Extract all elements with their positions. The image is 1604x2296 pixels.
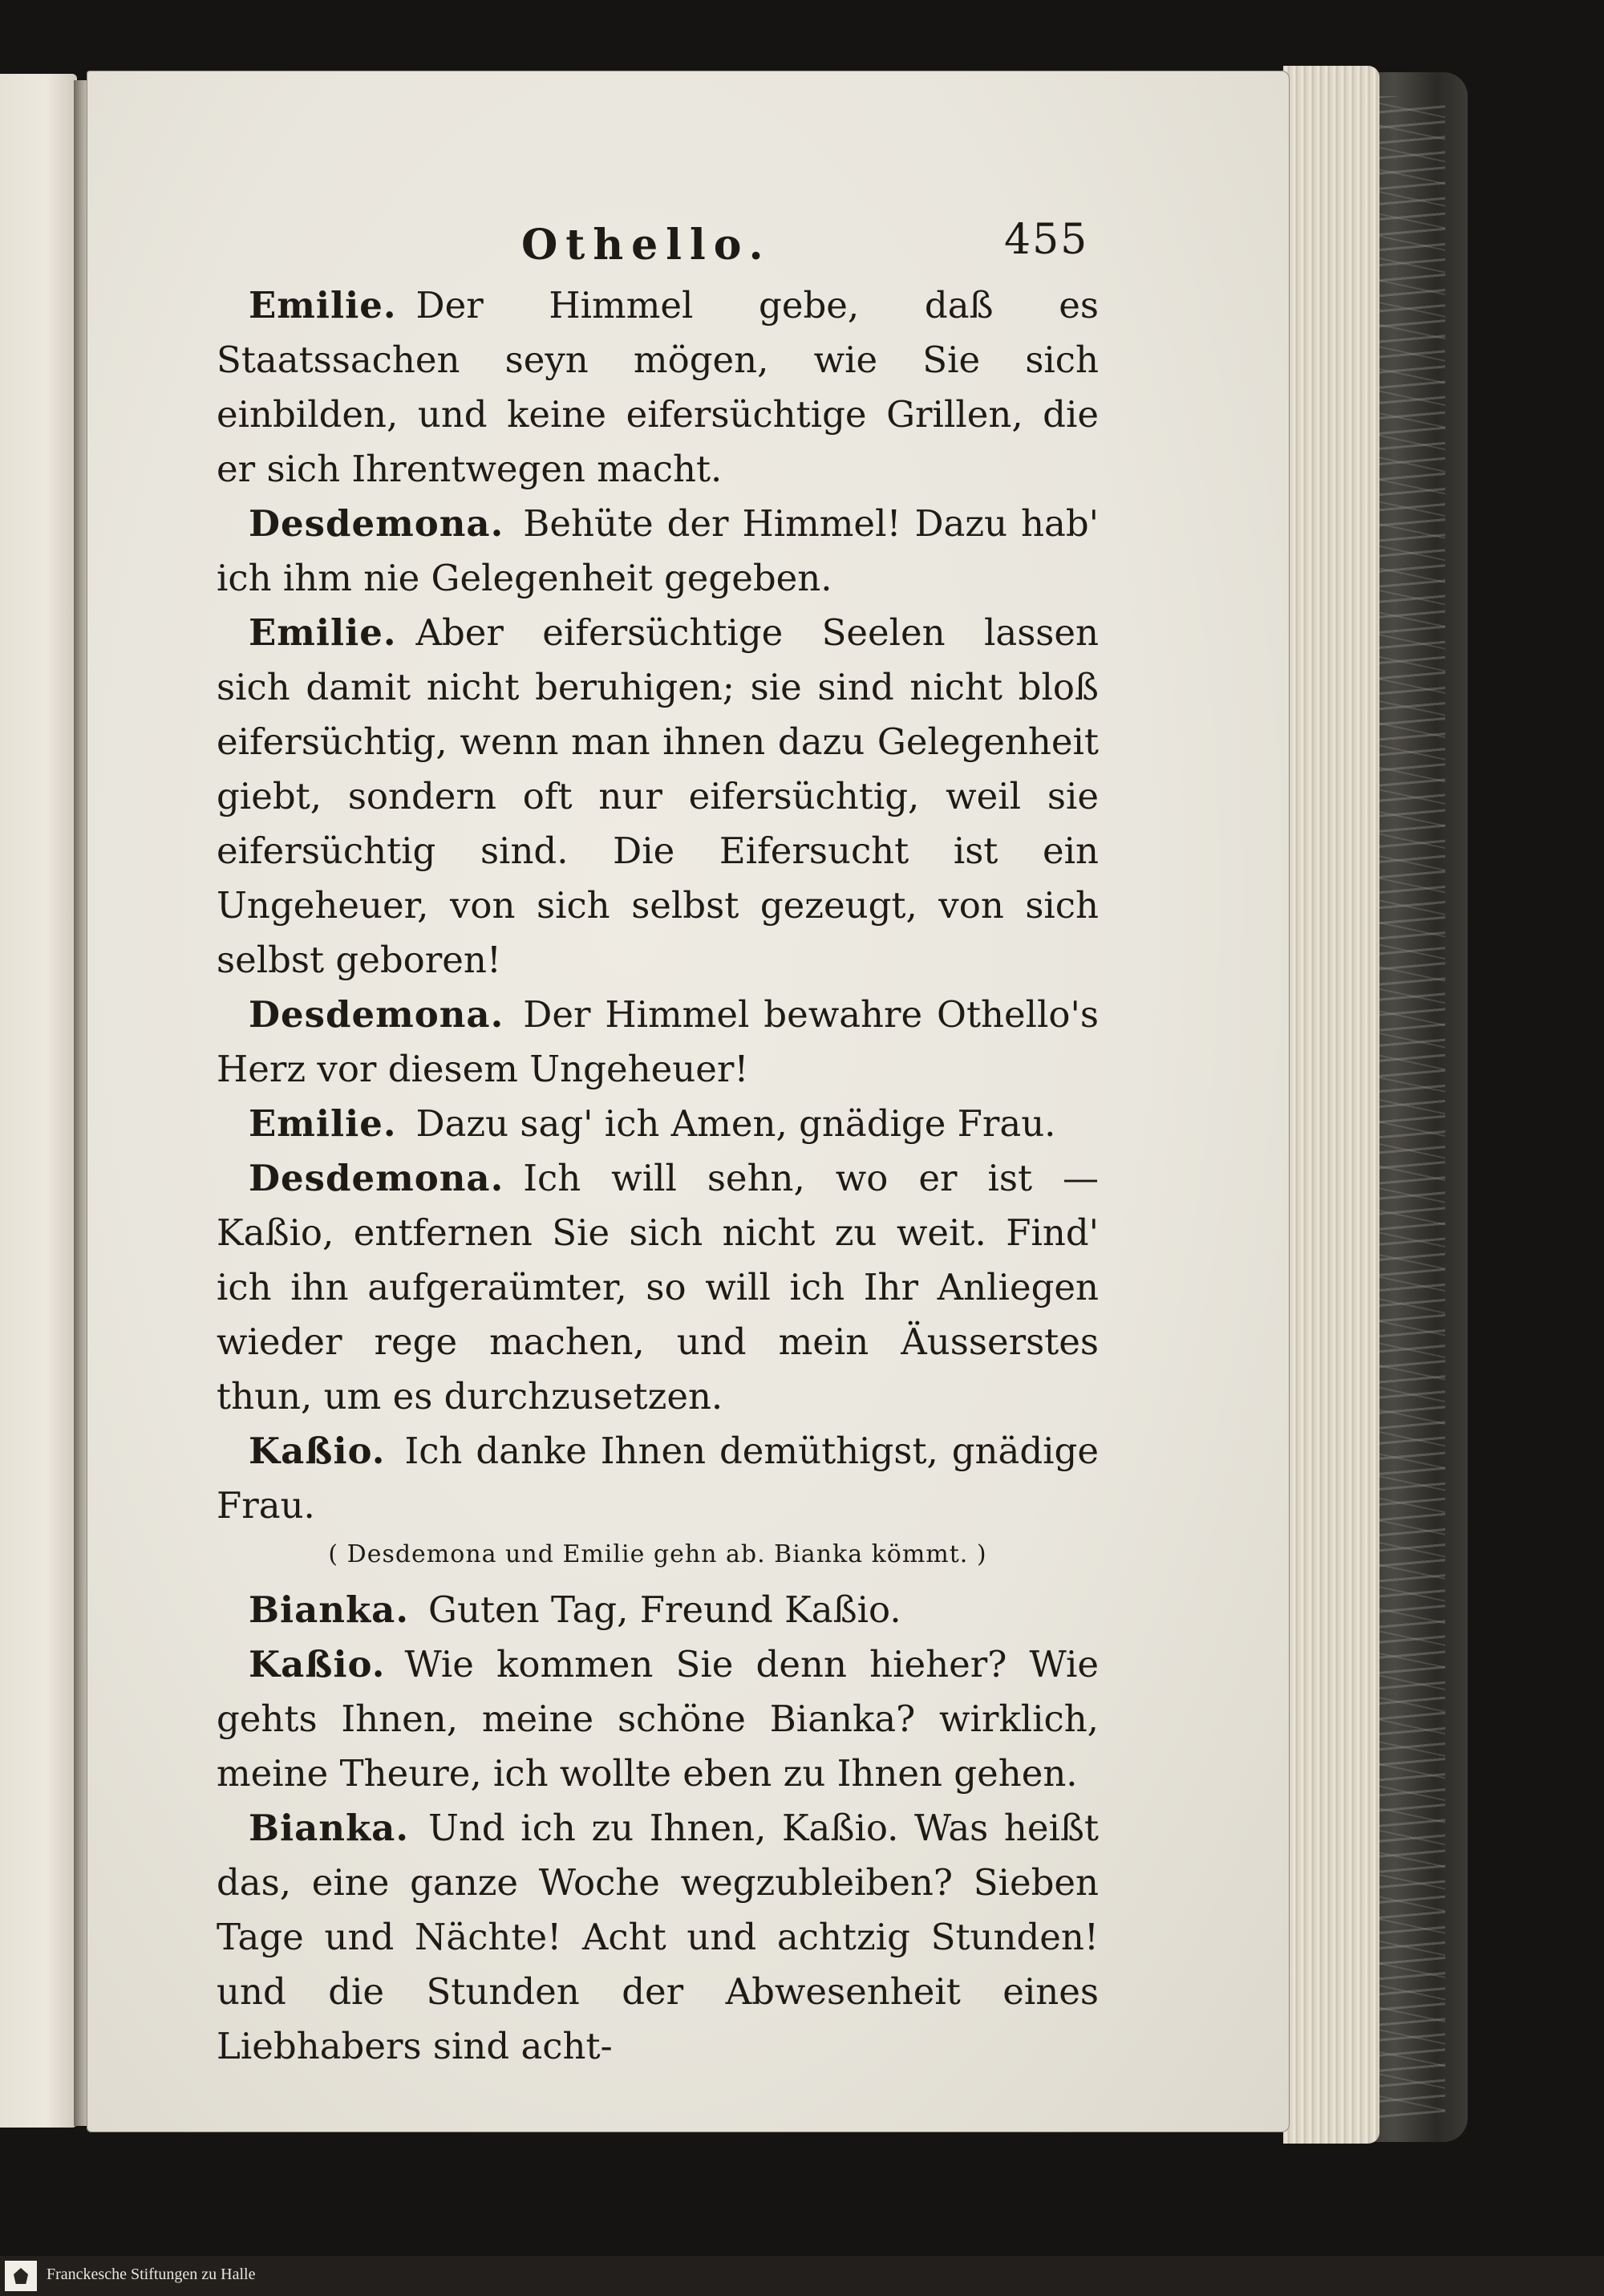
speech <box>217 1097 1099 1151</box>
speaker: Kaßio. <box>249 1643 386 1685</box>
speech-text: Ich will sehn, wo er ist — Kaßio, entfernen Sie sich nicht zu weit. Find' ich ihn aufgeraümter, so will ich Ihr Anliegen wieder rege machen, und mein Äusserstes thun, um es durchzusetzen. <box>217 1157 1099 1418</box>
speech <box>217 606 1099 988</box>
speaker: Bianka. <box>249 1588 410 1631</box>
speech-text: Und ich zu Ihnen, Kaßio. Was heißt das, eine ganze Woche wegzubleiben? Sieben Tage und Nächte! Acht und achtzig Stunden! und die Stunden der Abwesenheit eines Liebhabers sind acht- <box>217 1807 1099 2067</box>
speech <box>217 988 1099 1097</box>
page-edges <box>1283 66 1379 2144</box>
speaker: Bianka. <box>249 1807 410 1849</box>
speaker: Emilie. <box>249 284 397 327</box>
speech <box>217 1424 1099 1533</box>
speech <box>217 1583 1099 1637</box>
speaker: Emilie. <box>249 611 397 654</box>
institution-name: Franckesche Stiftungen zu Halle <box>47 2266 256 2283</box>
speech <box>217 278 1099 497</box>
speech-text: Aber eifersüchtige Seelen lassen sich damit nicht beruhigen; sie sind nicht bloß eifersüchtig, wenn man ihnen dazu Gelegenheit giebt, sondern oft nur eifersüchtig, weil sie eifersüchtig sind. Die Eifersucht ist ein Ungeheuer, von sich selbst gezeugt, von sich selbst geboren! <box>217 611 1099 981</box>
speaker: Desdemona. <box>249 993 504 1036</box>
speech <box>217 497 1099 606</box>
speaker: Emilie. <box>249 1102 397 1145</box>
speech-text: Behüte der Himmel! Dazu hab' ich ihm nie Gelegenheit gegeben. <box>217 502 1099 599</box>
viewer-footer <box>0 2256 1604 2296</box>
stage-direction: ( Desdemona und Emilie gehn ab. Bianka kömmt. ) <box>328 1540 987 1568</box>
institution-logo-icon <box>5 2261 37 2291</box>
speaker: Kaßio. <box>249 1430 386 1472</box>
speech-text: Der Himmel gebe, daß es Staatssachen seyn mögen, wie Sie sich einbilden, und keine eifersüchtige Grillen, die er sich Ihrentwegen macht. <box>217 284 1099 490</box>
running-title: Othello. <box>521 221 772 270</box>
facing-page-edge <box>0 74 77 2128</box>
cover-marbling <box>1373 96 1445 2118</box>
speech-text: Ich danke Ihnen demüthigst, gnädige Frau. <box>217 1430 1099 1527</box>
logo-mark <box>14 2268 28 2284</box>
speech-text: Wie kommen Sie denn hieher? Wie gehts Ihnen, meine schöne Bianka? wirklich, meine Theure, ich wollte eben zu Ihnen gehen. <box>217 1643 1099 1795</box>
speech-text: Dazu sag' ich Amen, gnädige Frau. <box>415 1102 1056 1145</box>
speech <box>217 1801 1099 2074</box>
page-text-block <box>217 205 1099 2074</box>
speech <box>217 1151 1099 1424</box>
speech-text: Guten Tag, Freund Kaßio. <box>428 1588 901 1631</box>
speaker: Desdemona. <box>249 502 504 545</box>
speaker: Desdemona. <box>249 1157 504 1199</box>
page-header <box>217 205 1099 278</box>
page-number: 455 <box>1004 216 1089 264</box>
speech <box>217 1637 1099 1801</box>
speech-text: Der Himmel bewahre Othello's Herz vor diesem Ungeheuer! <box>217 993 1099 1090</box>
